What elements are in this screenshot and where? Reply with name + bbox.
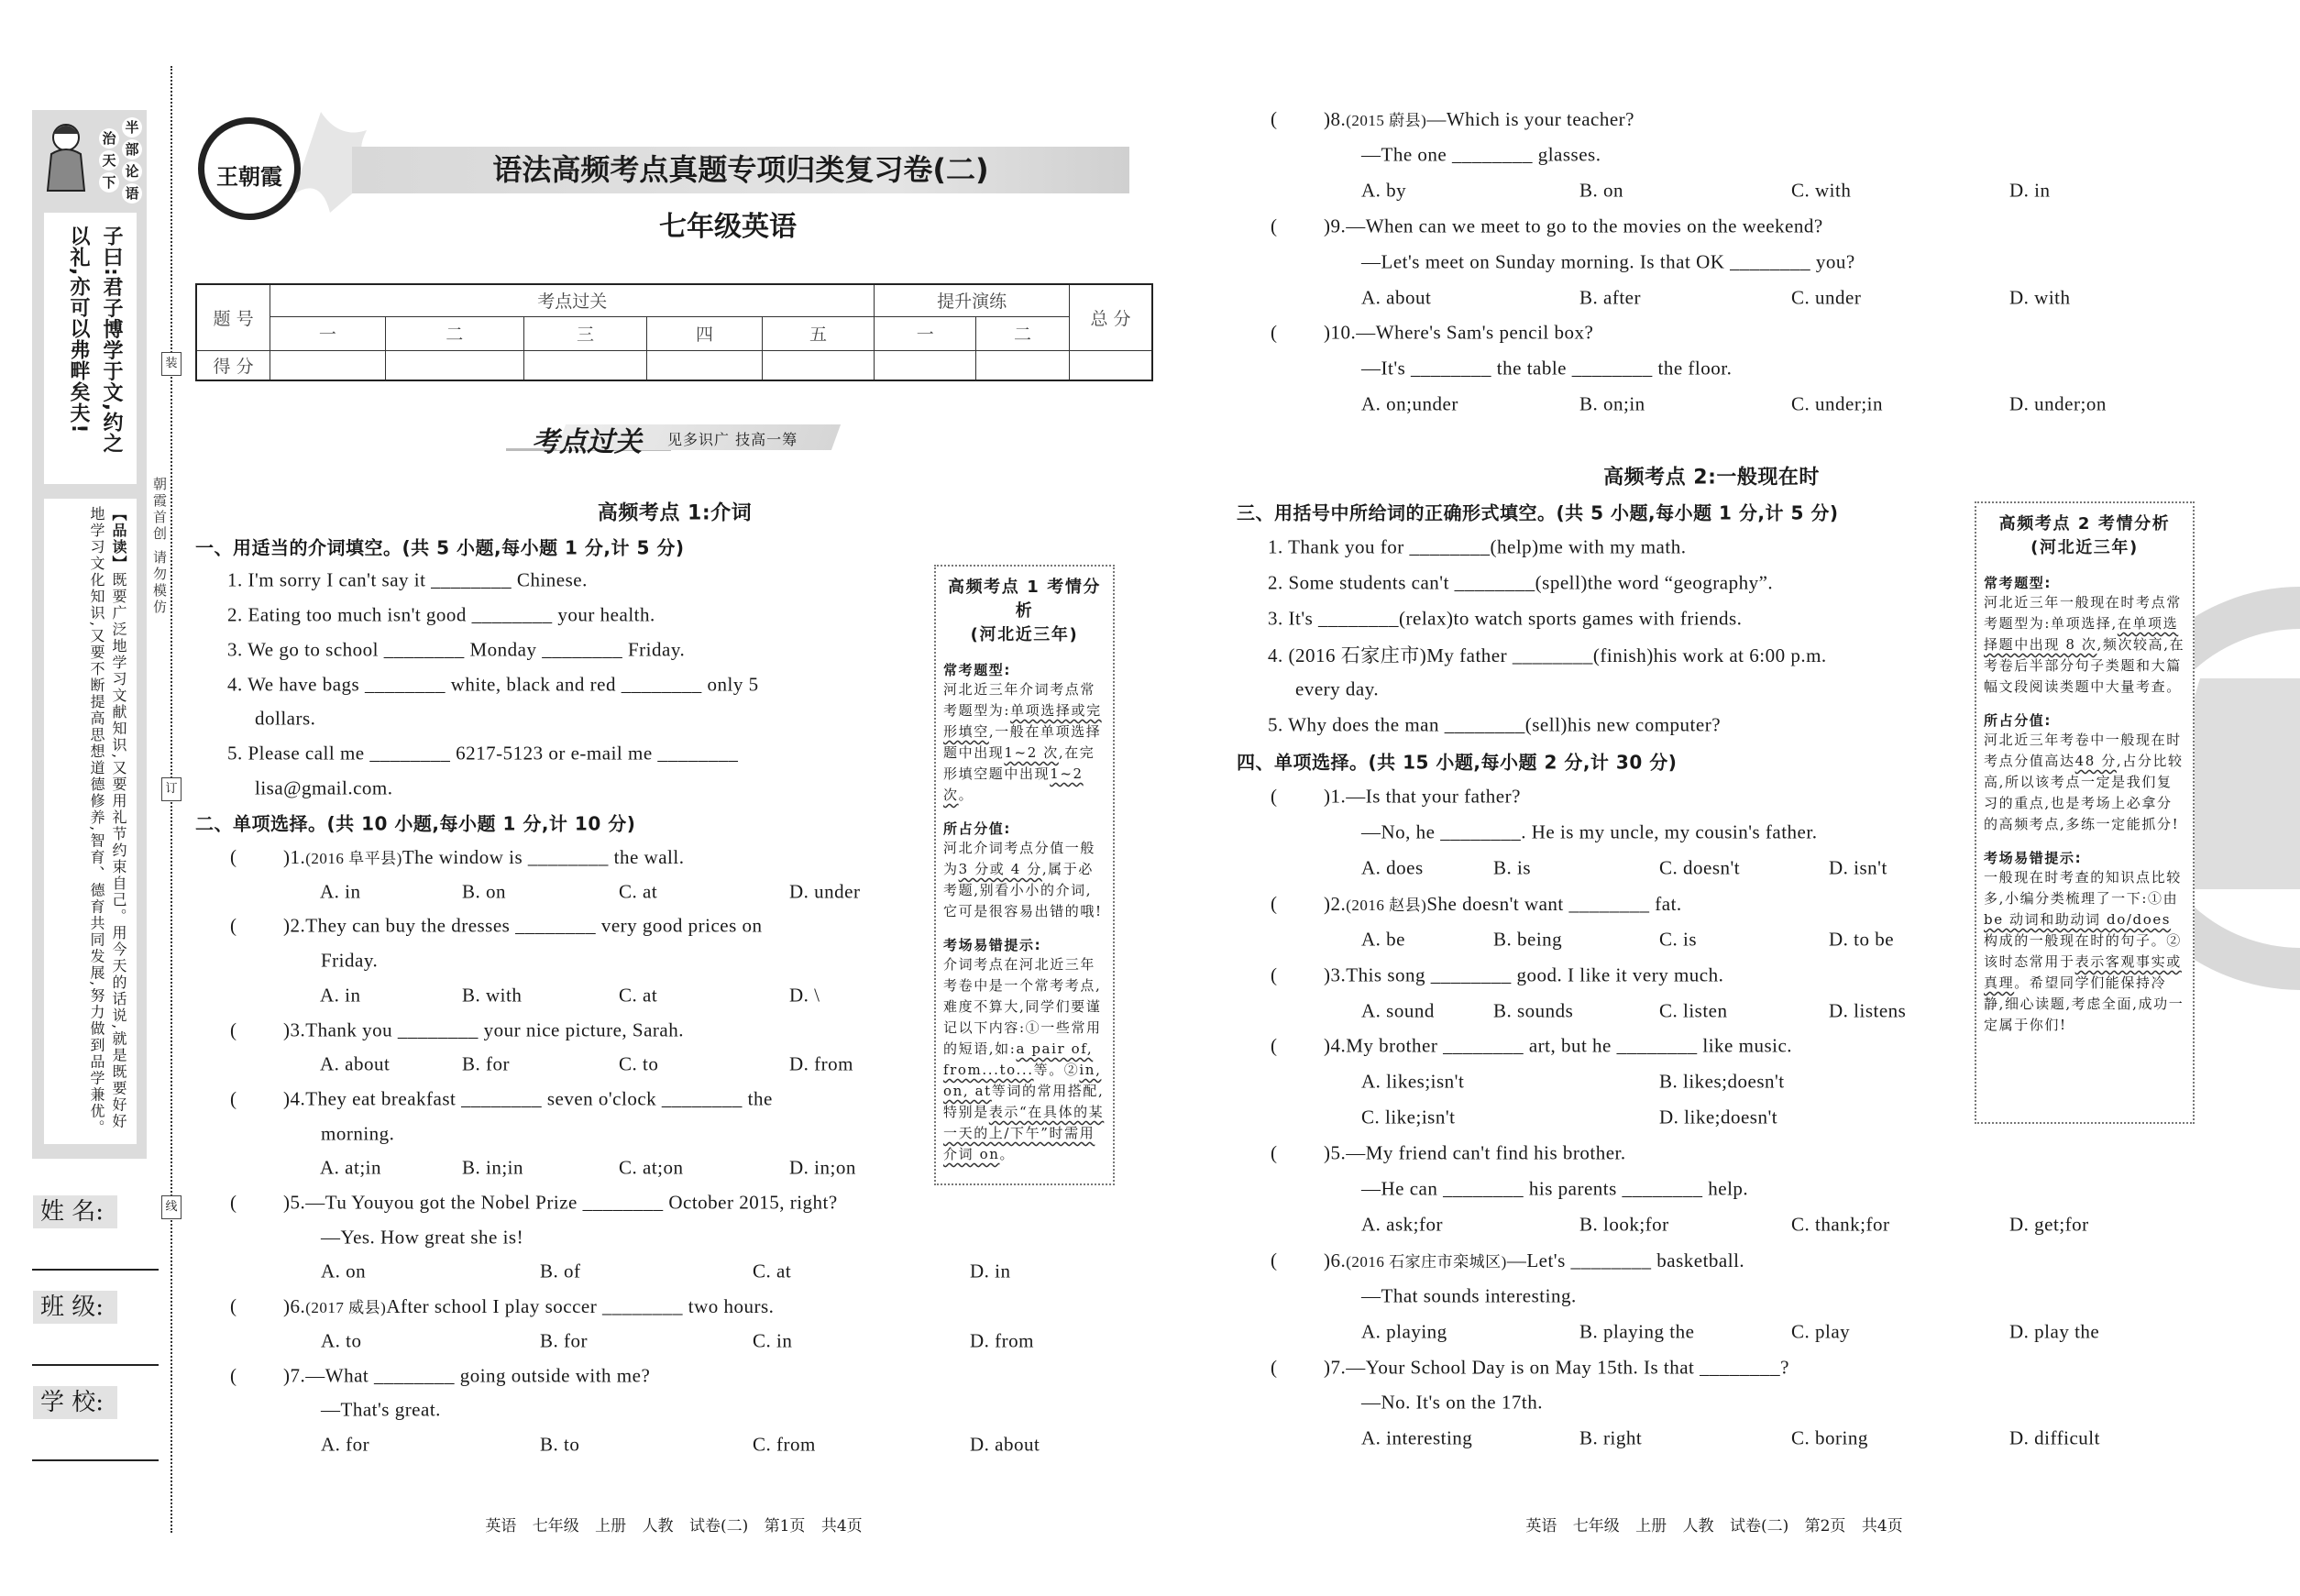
school-label: 学 校: <box>33 1386 117 1419</box>
text-run: 。 <box>958 787 974 803</box>
question-number: 2. <box>1268 571 1283 594</box>
class-label: 班 级: <box>33 1291 117 1324</box>
answer-bracket[interactable]: ( <box>1271 321 1278 344</box>
option[interactable]: C. under <box>1791 286 1862 308</box>
col-header: 二 <box>976 316 1070 350</box>
badge-char: 治 <box>99 128 119 149</box>
option[interactable]: C. like;isn't <box>1361 1106 1456 1128</box>
fill-question <box>1268 607 1742 630</box>
fill-question <box>227 742 738 765</box>
cut-mark: 装 <box>161 352 182 376</box>
question-number: 5. <box>1268 713 1283 736</box>
question-text: —Let's ________ basketball. <box>1506 1249 1745 1271</box>
option[interactable]: D. in <box>970 1260 1011 1282</box>
section-heading: 一、用适当的介词填空。(共 5 小题,每小题 1 分,计 5 分) <box>195 536 685 559</box>
question-number: 1. <box>1268 535 1283 558</box>
option[interactable]: C. at <box>753 1260 792 1282</box>
option[interactable]: C. boring <box>1791 1426 1868 1449</box>
footer-page2: 英语 七年级 上册 人教 试卷(二) 第2页 共4页 <box>1525 1517 1903 1535</box>
answer-bracket[interactable]: ( <box>1271 1034 1278 1057</box>
answer-bracket[interactable]: ( <box>230 1191 237 1214</box>
mc-question: )1.—Is that your father? <box>1324 785 1521 808</box>
answer-bracket[interactable]: ( <box>1271 1249 1278 1271</box>
text-run: 等。② <box>1033 1062 1080 1078</box>
option[interactable]: C. thank;for <box>1791 1213 1890 1236</box>
option[interactable]: B. for <box>540 1329 588 1352</box>
option[interactable]: B. likes;doesn't <box>1659 1070 1785 1093</box>
key-point: 3 分或 4 分 <box>958 861 1042 877</box>
box-section-text <box>1984 592 2185 698</box>
text-run: 等词的常用搭配,特别是 <box>943 1083 1105 1120</box>
option[interactable]: A. by <box>1361 179 1407 202</box>
option[interactable]: D. to be <box>1829 928 1895 951</box>
option[interactable]: D. from <box>789 1052 853 1075</box>
question-number: 5. <box>1330 1141 1347 1164</box>
mc-question: )4.My brother ________ art, but he ________ like music. <box>1324 1034 1793 1057</box>
question-number: 1. <box>227 568 243 591</box>
pindu-box <box>44 499 137 1144</box>
score-cell[interactable] <box>1069 350 1152 380</box>
group-kaodian: 考点过关 <box>270 284 875 316</box>
option[interactable]: A. interesting <box>1361 1426 1473 1449</box>
banner-title: 考点过关 <box>532 426 642 458</box>
question-text: —Which is your teacher? <box>1426 108 1634 130</box>
publisher-logo <box>198 117 301 220</box>
box-subtitle: (河北近三年) <box>970 625 1079 644</box>
question-text-cont: every day. <box>1295 677 1380 700</box>
answer-bracket[interactable]: ( <box>230 1018 237 1040</box>
cut-mark: 线 <box>161 1195 182 1219</box>
question-text: This song ________ good. I like it very much. <box>1346 963 1724 986</box>
fill-question <box>1268 535 1686 558</box>
question-text: My brother ________ art, but he ________ like music. <box>1346 1034 1793 1057</box>
box-subtitle: (河北近三年) <box>2030 538 2139 557</box>
answer-bracket[interactable]: ( <box>1271 963 1278 986</box>
total-label: 总 分 <box>1069 284 1152 350</box>
question-text: Eating too much isn't good ________ your health. <box>248 603 655 626</box>
question-text: After school I play soccer ________ two hours. <box>386 1295 775 1318</box>
footer-page1: 英语 七年级 上册 人教 试卷(二) 第1页 共4页 <box>485 1517 863 1535</box>
option[interactable]: D. under;on <box>2009 392 2107 415</box>
mc-question: )4.They eat breakfast ________ seven o'clock ________ the <box>283 1087 773 1110</box>
pindu-body: 既要广泛地学习文献知识,又要用礼节约束自己。用今天的话说,就是既要好好地学习文化知识,又要不断提高思想道德修养,智育、德育共同发展,努力做到品学兼优。 <box>88 506 127 1137</box>
key-point: 1~2 次 <box>943 765 1084 803</box>
box-section-text <box>943 838 1106 922</box>
option[interactable]: B. being <box>1493 928 1563 951</box>
text-run: 河北近三年考卷中一般现在时考点分值高达 <box>1984 732 2182 769</box>
answer-bracket[interactable]: ( <box>1271 215 1278 237</box>
school-field[interactable] <box>32 1459 159 1461</box>
question-source: (2017 威县) <box>305 1299 387 1317</box>
pindu-text <box>85 506 129 1139</box>
badge-char: 部 <box>122 139 142 160</box>
option[interactable]: A. about <box>320 1052 391 1075</box>
answer-bracket[interactable]: ( <box>230 845 237 868</box>
text-run: 。希望同学们能保持冷静,细心读题,考虑全面,成功一定属于你们! <box>1984 974 2184 1033</box>
answer-bracket[interactable]: ( <box>1271 1141 1278 1164</box>
mc-question: )8.(2015 蔚县)—Which is your teacher? <box>1324 108 1634 130</box>
question-number: 7. <box>1330 1356 1347 1378</box>
col-header: 二 <box>385 316 523 350</box>
banner-subtitle: 见多识广 技高一筹 <box>667 431 798 448</box>
option[interactable]: C. at;on <box>619 1156 684 1179</box>
option[interactable]: B. after <box>1579 286 1641 308</box>
mc-question: )10.—Where's Sam's pencil box? <box>1324 321 1594 344</box>
option[interactable]: A. does <box>1361 856 1424 879</box>
question-text-cont: —Let's meet on Sunday morning. Is that OK ________ you? <box>1361 250 1855 273</box>
row-label-number: 题 号 <box>196 284 270 350</box>
option[interactable]: A. on <box>321 1260 367 1282</box>
box-section-text <box>1984 730 2185 835</box>
mc-question: )2.(2016 赵县)She doesn't want ________ fat. <box>1324 892 1682 915</box>
question-number: 4. <box>1268 644 1283 666</box>
option[interactable]: A. to <box>321 1329 362 1352</box>
question-number: 10. <box>1330 321 1357 344</box>
option[interactable]: B. to <box>540 1433 580 1456</box>
option[interactable]: C. at <box>619 984 658 1007</box>
option[interactable]: A. about <box>1361 286 1432 308</box>
question-number: 1. <box>1330 785 1347 808</box>
mc-question: )9.—When can we meet to go to the movies on the weekend? <box>1324 215 1823 237</box>
question-text-cont: —That sounds interesting. <box>1361 1284 1577 1307</box>
question-text-cont: morning. <box>321 1122 395 1145</box>
answer-bracket[interactable]: ( <box>230 1087 237 1110</box>
option[interactable]: A. in <box>320 984 361 1007</box>
badge-char: 天 <box>99 150 119 171</box>
text-run: 介词考点在河北近三年考卷中是一个常考考点,难度不算大,同学们要谨记以下内容:①一些常用的短语,如: <box>943 956 1102 1057</box>
option[interactable]: D. about <box>970 1433 1040 1456</box>
cartoon-scholar-icon <box>39 117 94 200</box>
option[interactable]: C. from <box>753 1433 816 1456</box>
option[interactable]: A. at;in <box>320 1156 381 1179</box>
option[interactable]: B. is <box>1493 856 1532 879</box>
fill-question <box>227 638 685 661</box>
question-number: 5. <box>290 1191 306 1214</box>
question-number: 7. <box>290 1364 306 1386</box>
text-run: 河北介词考点分值一般为 <box>943 840 1096 877</box>
col-header: 三 <box>523 316 646 350</box>
question-text-cont: —The one ________ glasses. <box>1361 143 1601 166</box>
fill-question <box>1268 641 1827 668</box>
col-header: 五 <box>762 316 875 350</box>
section-banner <box>506 421 836 458</box>
option[interactable]: A. likes;isn't <box>1361 1070 1465 1093</box>
box-title: 高频考点 2 考情分析 <box>1998 514 2171 534</box>
option[interactable]: C. at <box>619 880 658 903</box>
option[interactable]: D. listens <box>1829 999 1907 1021</box>
row-label-score: 得 分 <box>196 350 270 380</box>
name-field[interactable] <box>32 1269 159 1271</box>
question-number: 4. <box>1330 1034 1347 1057</box>
question-text-cont: —No, he ________. He is my uncle, my cousin's father. <box>1361 820 1818 843</box>
option[interactable]: C. listen <box>1659 999 1728 1021</box>
section-heading: 二、单项选择。(共 10 小题,每小题 1 分,计 10 分) <box>195 812 636 835</box>
option[interactable]: C. doesn't <box>1659 856 1741 879</box>
cut-mark: 订 <box>161 777 182 801</box>
question-source: (2015 蔚县) <box>1346 112 1427 129</box>
badge-char: 论 <box>122 161 142 182</box>
question-number: 2. <box>290 914 306 937</box>
key-point: 表示客观事实或真理 <box>1984 953 2182 991</box>
option[interactable]: A. playing <box>1361 1320 1447 1343</box>
badge-char: 语 <box>122 183 142 204</box>
text-run: ,频次较高,在考卷后半部分句子类题和大篇幅文段阅读类题中大量考查。 <box>1984 636 2185 695</box>
mc-question: )3.This song ________ good. I like it very much. <box>1324 963 1724 986</box>
option[interactable]: C. play <box>1791 1320 1851 1343</box>
option[interactable]: C. to <box>619 1052 659 1075</box>
key-point: 在单项选择题中出现 8 次 <box>1984 615 2179 653</box>
text-run: 河北近三年一般现在时考点常考题型为:单项选择, <box>1984 594 2182 632</box>
option[interactable]: D. in <box>2009 179 2051 202</box>
option[interactable]: A. ask;for <box>1361 1213 1443 1236</box>
question-source: (2016 石家庄市栾城区) <box>1346 1252 1507 1271</box>
question-text: She doesn't want ________ fat. <box>1426 892 1682 915</box>
question-text-cont: Friday. <box>321 949 379 972</box>
copyright-note: 朝霞首创 请勿模仿 <box>151 477 168 616</box>
pindu-label: 【品读】 <box>110 506 127 572</box>
question-text: We go to school ________ Monday ________ Friday. <box>248 638 686 661</box>
analysis-box-topic2 <box>1975 501 2195 1124</box>
question-number: 3. <box>227 638 243 661</box>
box-section-text <box>1984 867 2185 1036</box>
question-source: (2016 阜平县) <box>305 850 402 867</box>
confucius-quote: 子曰:君子博学于文,约之以礼,亦可以弗畔矣夫! <box>67 226 123 455</box>
question-number: 9. <box>1330 215 1347 237</box>
option[interactable]: B. sounds <box>1493 999 1574 1021</box>
option[interactable]: A. for <box>321 1433 370 1456</box>
box-section-label: 考场易错提示: <box>1984 850 2083 866</box>
key-point: 1~2 次 <box>1004 744 1059 761</box>
option[interactable]: A. on;under <box>1361 392 1458 415</box>
option[interactable]: D. from <box>970 1329 1034 1352</box>
box-section-label: 常考题型: <box>943 662 1011 678</box>
badge-char: 半 <box>122 117 142 138</box>
option[interactable]: D. like;doesn't <box>1659 1106 1778 1128</box>
section-heading: 三、用括号中所给词的正确形式填空。(共 5 小题,每小题 1 分,计 5 分) <box>1237 501 1839 524</box>
option[interactable]: D. \ <box>789 984 820 1007</box>
section-heading: 四、单项选择。(共 15 小题,每小题 2 分,计 30 分) <box>1237 751 1678 774</box>
page-title: 语法高频考点真题专项归类复习卷(二) <box>492 152 989 187</box>
option[interactable]: B. look;for <box>1579 1213 1669 1236</box>
question-number: 8. <box>1330 108 1347 130</box>
fill-question <box>227 604 655 627</box>
question-text: We have bags ________ white, black and red ________ only 5 <box>248 673 759 695</box>
question-text: —My friend can't find his brother. <box>1346 1141 1626 1164</box>
answer-bracket[interactable]: ( <box>230 1364 237 1386</box>
mc-question: )7.—Your School Day is on May 15th. Is that ________? <box>1324 1356 1789 1378</box>
option[interactable]: B. playing the <box>1579 1320 1695 1343</box>
text-run: 。 <box>999 1146 1016 1162</box>
text-run: 河北近三年介词考点常考题型为: <box>943 681 1096 719</box>
question-text-cont: —It's ________ the table ________ the floor. <box>1361 357 1733 380</box>
box-section-label: 所占分值: <box>943 820 1011 837</box>
question-text: Thank you for ________(help)me with my math. <box>1288 535 1687 558</box>
key-point: a pair of, from...to... <box>943 1040 1094 1078</box>
box-section-label: 常考题型: <box>1984 575 2052 591</box>
key-point: 48 分 <box>2074 753 2117 769</box>
option[interactable]: B. of <box>540 1260 581 1282</box>
mc-question: )6.(2016 石家庄市栾城区)—Let's ________ basketball. <box>1324 1249 1745 1271</box>
score-cell[interactable] <box>647 350 763 380</box>
answer-bracket[interactable]: ( <box>230 1294 237 1317</box>
question-text-cont: dollars. <box>255 707 316 730</box>
answer-bracket[interactable]: ( <box>1271 1356 1278 1378</box>
option[interactable]: B. with <box>462 984 523 1007</box>
option[interactable]: A. sound <box>1361 999 1435 1021</box>
question-number: 3. <box>1330 963 1347 986</box>
option[interactable]: B. on <box>1579 179 1624 202</box>
question-text: —When can we meet to go to the movies on the weekend? <box>1346 215 1823 237</box>
text-run: ,属于必考题,别看小小的介词,它可是很容易出错的哦! <box>943 861 1103 919</box>
question-text: (2016 石家庄市)My father ________(finish)his work at 6:00 p.m. <box>1288 644 1827 666</box>
mc-question: )1.(2016 阜平县)The window is ________ the wall. <box>283 846 685 868</box>
question-text: The window is ________ the wall. <box>402 846 685 868</box>
option[interactable]: C. under;in <box>1791 392 1883 415</box>
score-cell[interactable] <box>875 350 976 380</box>
box-section-label: 考场易错提示: <box>943 937 1042 953</box>
class-field[interactable] <box>32 1364 159 1366</box>
option[interactable]: B. right <box>1579 1426 1643 1449</box>
mc-question: )6.(2017 威县)After school I play soccer ________ two hours. <box>283 1295 775 1318</box>
col-header: 一 <box>875 316 976 350</box>
option[interactable]: B. on <box>462 880 507 903</box>
question-text: They can buy the dresses ________ very good prices on <box>305 914 763 937</box>
answer-bracket[interactable]: ( <box>1271 785 1278 808</box>
badge-char: 下 <box>99 172 119 193</box>
question-text-cont: lisa@gmail.com. <box>255 776 393 799</box>
col-header: 四 <box>647 316 763 350</box>
question-text-cont: —No. It's on the 17th. <box>1361 1391 1543 1414</box>
question-number: 3. <box>290 1018 306 1040</box>
question-text: They eat breakfast ________ seven o'clock ________ the <box>305 1087 773 1110</box>
option[interactable]: D. difficult <box>2009 1426 2100 1449</box>
option[interactable]: D. play the <box>2009 1320 2100 1343</box>
key-point: be 动词和助动词 do/does <box>1984 911 2172 928</box>
option[interactable]: B. on;in <box>1579 392 1645 415</box>
name-label: 姓 名: <box>33 1195 117 1228</box>
text-run: ,一般在单项选择题中出现 <box>943 723 1102 761</box>
option[interactable]: A. in <box>320 880 361 903</box>
question-number: 3. <box>1268 607 1283 630</box>
question-text: Some students can't ________(spell)the word “geography”. <box>1288 571 1774 594</box>
key-point: 单项选择或完形填空 <box>943 702 1102 740</box>
option[interactable]: C. in <box>753 1329 793 1352</box>
answer-bracket[interactable]: ( <box>230 914 237 937</box>
answer-bracket[interactable]: ( <box>1271 892 1278 915</box>
analysis-box-topic1 <box>934 565 1115 1185</box>
text-run: 构成的一般现在时的句子。②该时态常用于 <box>1984 932 2182 970</box>
mc-question: )2.They can buy the dresses ________ very good prices on <box>283 914 763 937</box>
question-text: Please call me ________ 6217-5123 or e-mail me ________ <box>248 742 739 765</box>
question-text-cont: —Yes. How great she is! <box>321 1226 524 1249</box>
option[interactable]: C. with <box>1791 179 1852 202</box>
option[interactable]: C. is <box>1659 928 1698 951</box>
option[interactable]: B. in;in <box>462 1156 524 1179</box>
option[interactable]: A. be <box>1361 928 1405 951</box>
option[interactable]: D. with <box>2009 286 2071 308</box>
key-point: in, on, at <box>943 1062 1102 1099</box>
question-text: It's ________(relax)to watch sports games with friends. <box>1288 607 1743 630</box>
option[interactable]: D. in;on <box>789 1156 856 1179</box>
page-subtitle: 七年级英语 <box>659 211 797 243</box>
question-text: —Your School Day is on May 15th. Is that ________? <box>1346 1356 1789 1378</box>
question-source: (2016 赵县) <box>1346 896 1427 914</box>
question-text: I'm sorry I can't say it ________ Chinese. <box>248 568 588 591</box>
option[interactable]: D. get;for <box>2009 1213 2089 1236</box>
question-text-cont: —He can ________ his parents ________ help. <box>1361 1177 1749 1200</box>
mc-question: )5.—My friend can't find his brother. <box>1324 1141 1626 1164</box>
fill-question <box>227 673 759 696</box>
score-cell[interactable] <box>523 350 646 380</box>
question-text: Thank you ________ your nice picture, Sarah. <box>305 1018 684 1040</box>
question-number: 6. <box>1330 1249 1347 1271</box>
topic-title: 高频考点 2:一般现在时 <box>1603 466 1820 490</box>
question-number: 5. <box>227 742 243 765</box>
question-text: —Is that your father? <box>1346 785 1521 808</box>
mc-question: )7.—What ________ going outside with me? <box>283 1364 651 1386</box>
mc-question: )5.—Tu Youyou got the Nobel Prize ________ October 2015, right? <box>283 1191 838 1214</box>
score-cell[interactable] <box>385 350 523 380</box>
box-section-label: 所占分值: <box>1984 712 2052 729</box>
question-text: Why does the man ________(sell)his new computer? <box>1288 713 1722 736</box>
score-cell[interactable] <box>270 350 386 380</box>
question-number: 6. <box>290 1295 306 1318</box>
question-number: 1. <box>290 846 306 868</box>
col-header: 一 <box>270 316 386 350</box>
question-text: —What ________ going outside with me? <box>305 1364 651 1386</box>
fill-question <box>1268 714 1721 737</box>
text-run: ,在完形填空题中出现 <box>943 744 1095 782</box>
answer-bracket[interactable]: ( <box>1271 107 1278 130</box>
option[interactable]: D. isn't <box>1829 856 1887 879</box>
text-run: 一般现在时考查的知识点比较多,小编分类梳理了一下:①由 <box>1984 869 2182 907</box>
question-number: 4. <box>290 1087 306 1110</box>
question-text-cont: —That's great. <box>321 1398 441 1421</box>
text-run: ,占分比较高,所以该考点一定是我们复习的重点,也是考场上必拿分的高频考点,多练一定能抓分! <box>1984 753 2184 832</box>
score-cell[interactable] <box>976 350 1070 380</box>
question-text: —Tu Youyou got the Nobel Prize ________ October 2015, right? <box>305 1191 838 1214</box>
option[interactable]: D. under <box>789 880 861 903</box>
fill-question <box>1268 571 1773 594</box>
box-title: 高频考点 1 考情分析 <box>947 578 1102 621</box>
logo-text: 王朝霞 <box>216 163 282 190</box>
mc-question: )3.Thank you ________ your nice picture, Sarah. <box>283 1018 684 1040</box>
key-point: 表示“在具体的某一天的上/下午”时需用介词 on <box>943 1104 1105 1162</box>
topic-title: 高频考点 1:介词 <box>597 501 753 525</box>
option[interactable]: B. for <box>462 1052 510 1075</box>
question-number: 4. <box>227 673 243 695</box>
score-cell[interactable] <box>762 350 875 380</box>
question-number: 2. <box>1330 892 1347 915</box>
question-number: 2. <box>227 603 243 626</box>
group-tisheng: 提升演练 <box>875 284 1070 316</box>
box-section-text <box>943 954 1106 1165</box>
score-table <box>195 283 1153 381</box>
question-text: —Where's Sam's pencil box? <box>1356 321 1594 344</box>
fill-question <box>227 569 588 592</box>
box-section-text <box>943 679 1106 806</box>
quote-box <box>44 213 137 484</box>
